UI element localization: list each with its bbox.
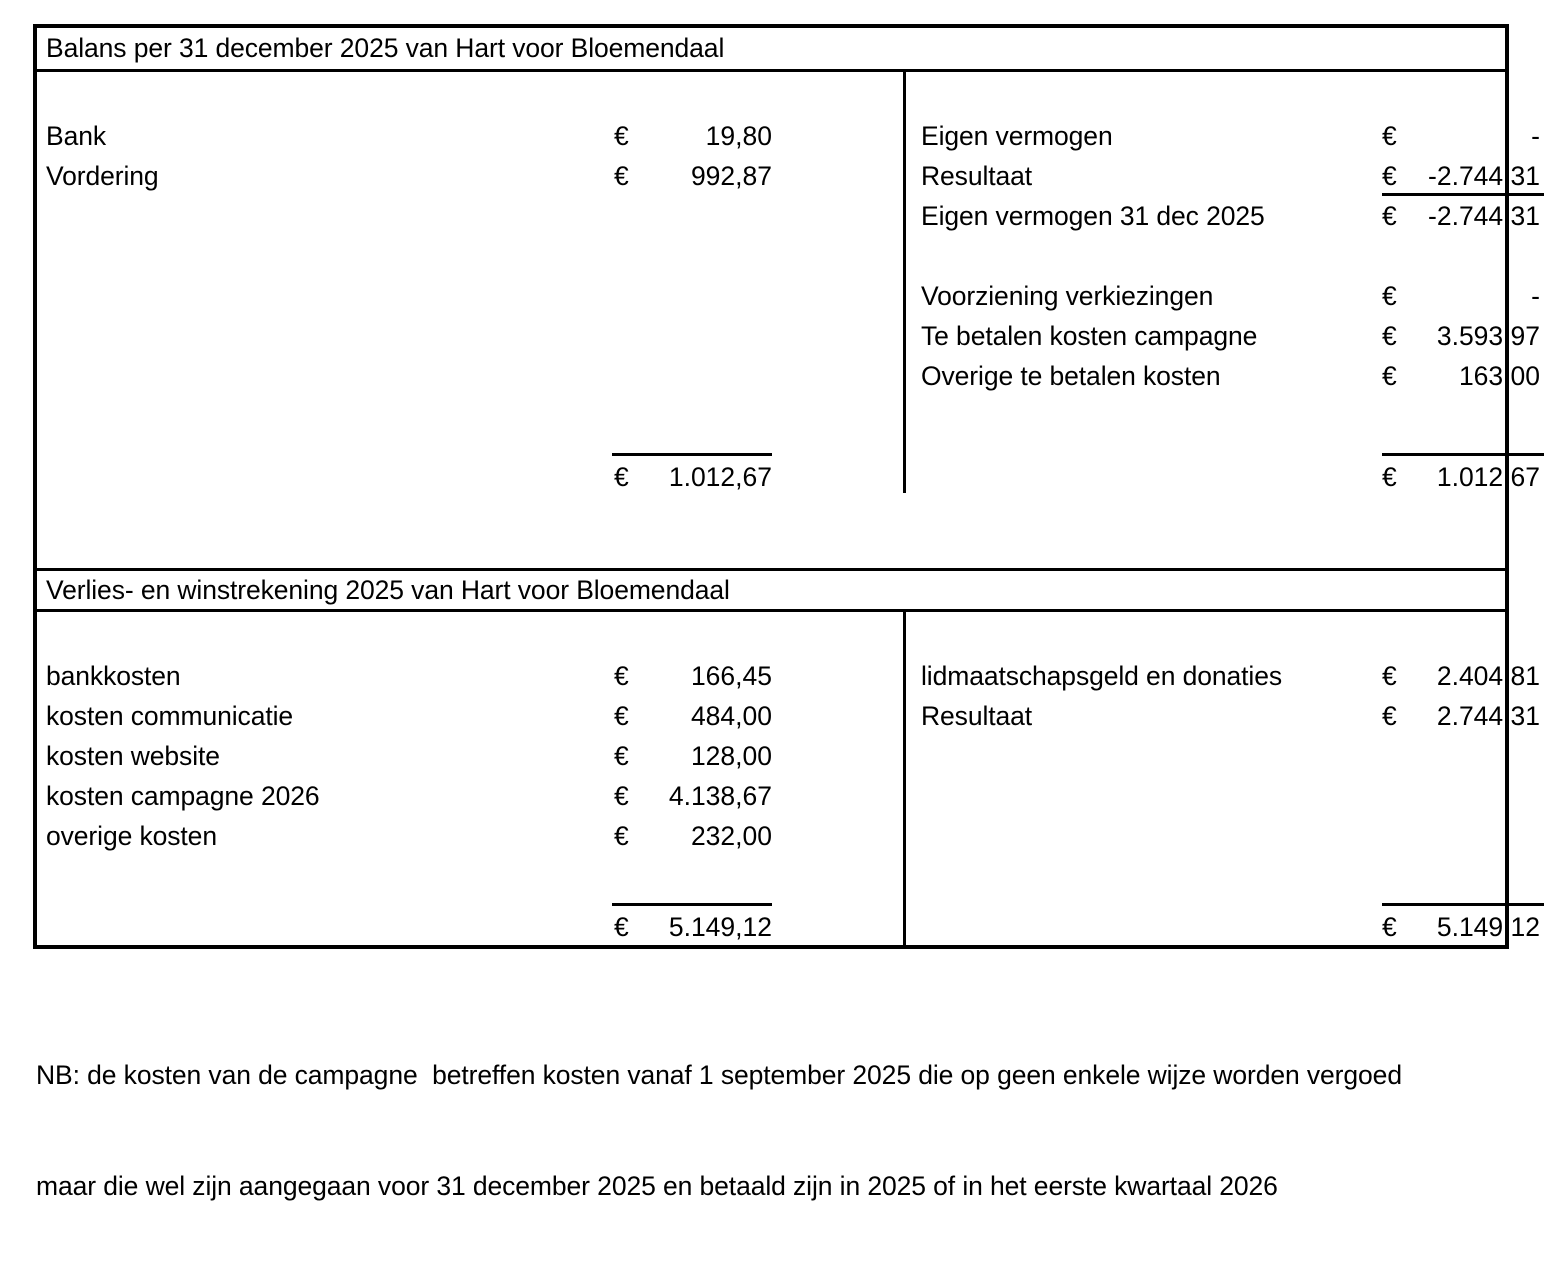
balance-section-title [37, 28, 1505, 72]
expense-amount [614, 663, 772, 690]
currency-symbol: € [1382, 701, 1397, 731]
liability-label: Overige te betalen kosten [921, 361, 1221, 391]
currency-symbol: € [1382, 201, 1397, 231]
amount-value: 4.138,67 [668, 781, 772, 811]
currency-symbol: € [1382, 121, 1397, 151]
table-row [906, 116, 1540, 157]
table-row [37, 776, 903, 817]
asset-amount [614, 163, 772, 190]
income-total-rule [1382, 903, 1544, 906]
table-row [37, 116, 903, 157]
liability-label: Voorziening verkiezingen [921, 281, 1214, 311]
liability-label: Eigen vermogen [921, 121, 1113, 151]
amount-value: 163,00 [1458, 361, 1540, 391]
table-row [37, 696, 903, 737]
liability-amount [1382, 363, 1540, 390]
currency-symbol: € [614, 661, 629, 691]
asset-label: Bank [46, 121, 107, 151]
amount-value: 2.404,81 [1436, 661, 1540, 691]
profit-loss-income-column [906, 612, 1540, 945]
amount-value: 1.012,67 [668, 462, 772, 492]
income-amount [1382, 663, 1540, 690]
liability-label: Eigen vermogen 31 dec 2025 [921, 201, 1265, 231]
liability-amount [1382, 323, 1540, 350]
liability-label: Te betalen kosten campagne [921, 321, 1258, 351]
balance-assets-column [37, 72, 903, 568]
expense-label: kosten website [46, 741, 220, 771]
footnote [36, 983, 1516, 1279]
liabilities-total-row [906, 457, 1540, 498]
amount-value: 2.744,31 [1436, 701, 1540, 731]
expenses-total-row [37, 907, 903, 948]
expense-label: bankkosten [46, 661, 181, 691]
amount-value: 5.149,12 [1436, 912, 1540, 942]
table-row [37, 656, 903, 697]
assets-total-row [37, 457, 903, 498]
assets-total-amount [614, 464, 772, 491]
currency-symbol: € [614, 821, 629, 851]
profit-loss-section-title [37, 568, 1505, 612]
income-amount [1382, 703, 1540, 730]
currency-symbol: € [614, 912, 629, 942]
amount-value: -2.744,31 [1428, 161, 1540, 191]
balance-section-body [37, 72, 1540, 568]
income-total-row [906, 907, 1540, 948]
liability-amount [1382, 163, 1540, 190]
amount-value: 5.149,12 [668, 912, 772, 942]
currency-symbol: € [614, 781, 629, 811]
liability-amount [1382, 123, 1540, 150]
expense-label: kosten campagne 2026 [46, 781, 320, 811]
currency-symbol: € [1382, 321, 1397, 351]
amount-value: 128,00 [690, 741, 772, 771]
currency-symbol: € [1382, 161, 1397, 191]
currency-symbol: € [614, 161, 629, 191]
asset-amount [614, 123, 772, 150]
balance-liabilities-column [906, 72, 1540, 568]
liability-label: Resultaat [921, 161, 1033, 191]
amount-value: 232,00 [690, 821, 772, 851]
amount-value: 1.012,67 [1436, 462, 1540, 492]
liability-amount [1382, 203, 1540, 230]
amount-value: 484,00 [690, 701, 772, 731]
expense-amount [614, 783, 772, 810]
footnote-line-1: NB: de kosten van de campagne betreffen kosten vanaf 1 september 2025 die op geen enkele wijze worden vergoed [36, 1060, 1402, 1090]
expense-label: overige kosten [46, 821, 217, 851]
table-row [906, 656, 1540, 697]
table-row [37, 736, 903, 777]
liability-amount [1382, 283, 1540, 310]
expense-label: kosten communicatie [46, 701, 294, 731]
expenses-total-amount [614, 914, 772, 941]
expense-amount [614, 743, 772, 770]
table-row [906, 196, 1540, 237]
income-label: lidmaatschapsgeld en donaties [921, 661, 1282, 691]
income-total-amount [1382, 914, 1540, 941]
currency-symbol: € [1382, 661, 1397, 691]
balance-title-text: Balans per 31 december 2025 van Hart voor Bloemendaal [46, 33, 725, 64]
assets-total-rule [612, 453, 772, 456]
asset-label: Vordering [46, 161, 159, 191]
currency-symbol: € [614, 121, 629, 151]
table-row [906, 316, 1540, 357]
footnote-line-2: maar die wel zijn aangegaan voor 31 december 2025 en betaald zijn in 2025 of in het eerste kwartaal 2026 [36, 1171, 1278, 1201]
table-row [906, 356, 1540, 397]
profit-loss-expenses-column [37, 612, 903, 945]
table-row [906, 156, 1540, 197]
liabilities-total-amount [1382, 464, 1540, 491]
table-row [906, 696, 1540, 737]
amount-value: - [1531, 281, 1540, 311]
amount-value: -2.744,31 [1428, 201, 1540, 231]
amount-value: 166,45 [690, 661, 772, 691]
currency-symbol: € [1382, 462, 1397, 492]
currency-symbol: € [1382, 281, 1397, 311]
expenses-total-rule [612, 903, 772, 906]
liabilities-total-rule [1382, 453, 1544, 456]
amount-value: 19,80 [705, 121, 772, 151]
profit-loss-section-body [37, 612, 1540, 945]
amount-value: 3.593,97 [1436, 321, 1540, 351]
currency-symbol: € [614, 462, 629, 492]
currency-symbol: € [1382, 361, 1397, 391]
statement-frame [33, 24, 1540, 949]
table-row [37, 156, 903, 197]
amount-value: 992,87 [690, 161, 772, 191]
expense-amount [614, 703, 772, 730]
table-row [906, 276, 1540, 317]
profit-loss-title-text: Verlies- en winstrekening 2025 van Hart voor Bloemendaal [46, 574, 730, 605]
currency-symbol: € [614, 741, 629, 771]
expense-amount [614, 823, 772, 850]
income-label: Resultaat [921, 701, 1033, 731]
currency-symbol: € [614, 701, 629, 731]
table-row [37, 816, 903, 857]
amount-value: - [1531, 121, 1540, 151]
currency-symbol: € [1382, 912, 1397, 942]
